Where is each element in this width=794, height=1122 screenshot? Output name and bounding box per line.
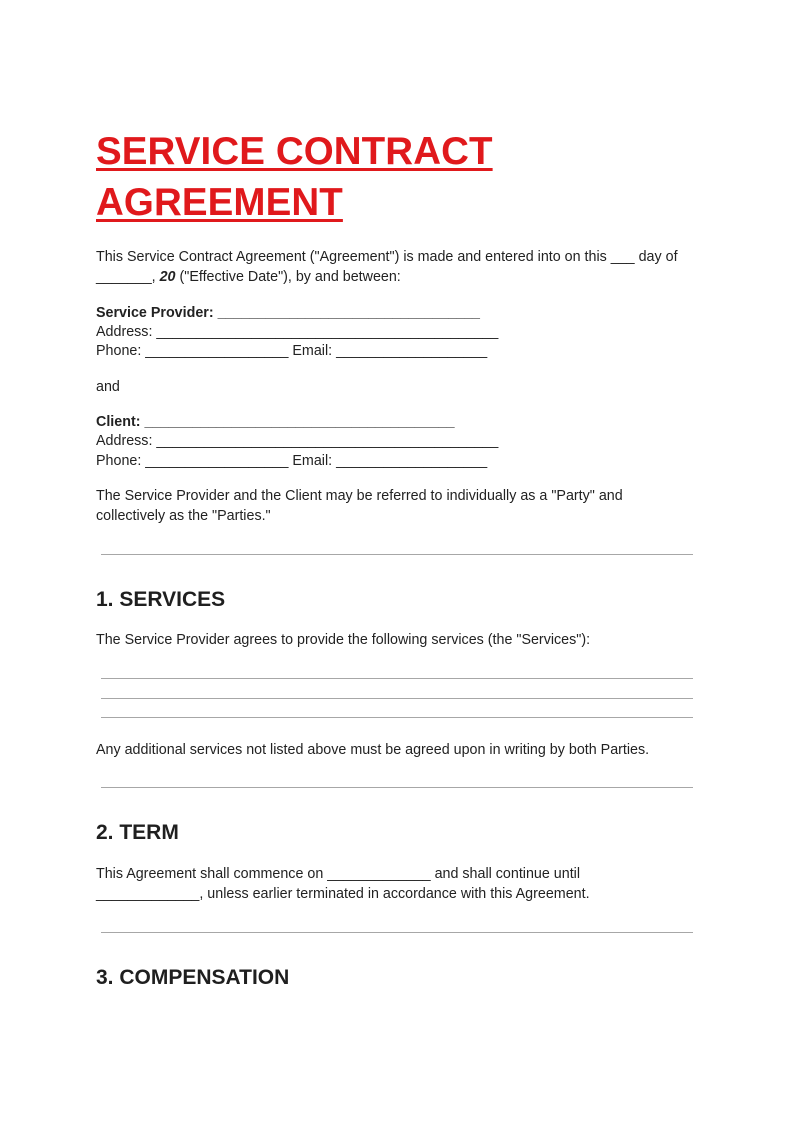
client-name-blank: _______________________________________ bbox=[144, 414, 455, 430]
section-divider bbox=[101, 554, 693, 555]
section-heading-services: 1. SERVICES bbox=[96, 588, 226, 611]
services-blank-line bbox=[101, 698, 693, 699]
intro-line-1: This Service Contract Agreement ("Agreement") is made and entered into on this ___ day of bbox=[96, 249, 678, 265]
year-text: 20 bbox=[159, 269, 176, 285]
section-divider bbox=[101, 932, 693, 933]
title-line-2: AGREEMENT bbox=[96, 181, 343, 224]
client-label: Client: bbox=[96, 414, 145, 430]
term-line-1: This Agreement shall commence on _____________ and shall continue until bbox=[96, 866, 581, 882]
client-address-line: Address: ___________________________________________ bbox=[96, 433, 499, 449]
document-title bbox=[96, 126, 493, 228]
and-text: and bbox=[96, 379, 120, 395]
client-name-line bbox=[96, 412, 455, 432]
services-intro-text: The Service Provider agrees to provide the following services (the "Services"): bbox=[96, 632, 591, 648]
term-line-2: _____________, unless earlier terminated in accordance with this Agreement. bbox=[96, 886, 590, 902]
section-heading-term: 2. TERM bbox=[96, 821, 179, 844]
section-heading-compensation: 3. COMPENSATION bbox=[96, 966, 290, 989]
provider-contact-line: Phone: __________________ Email: ___________________ bbox=[96, 343, 488, 359]
client-contact-line: Phone: __________________ Email: ___________________ bbox=[96, 453, 488, 469]
services-blank-line bbox=[101, 717, 693, 718]
provider-label: Service Provider: bbox=[96, 305, 218, 321]
provider-name-line bbox=[96, 303, 480, 323]
parties-line-2: collectively as the "Parties." bbox=[96, 508, 271, 524]
provider-name-blank: _________________________________ bbox=[217, 305, 480, 321]
intro-line-2 bbox=[96, 267, 401, 287]
section-divider bbox=[101, 787, 693, 788]
effective-date-text: ("Effective Date"), by and between: bbox=[175, 269, 401, 285]
services-blank-line bbox=[101, 678, 693, 679]
title-line-1: SERVICE CONTRACT bbox=[96, 130, 493, 173]
date-blank: _______, bbox=[96, 269, 160, 285]
parties-line-1: The Service Provider and the Client may be referred to individually as a "Party" and bbox=[96, 488, 623, 504]
services-additional-text: Any additional services not listed above must be agreed upon in writing by both Parties. bbox=[96, 742, 650, 758]
provider-address-line: Address: ___________________________________________ bbox=[96, 324, 499, 340]
